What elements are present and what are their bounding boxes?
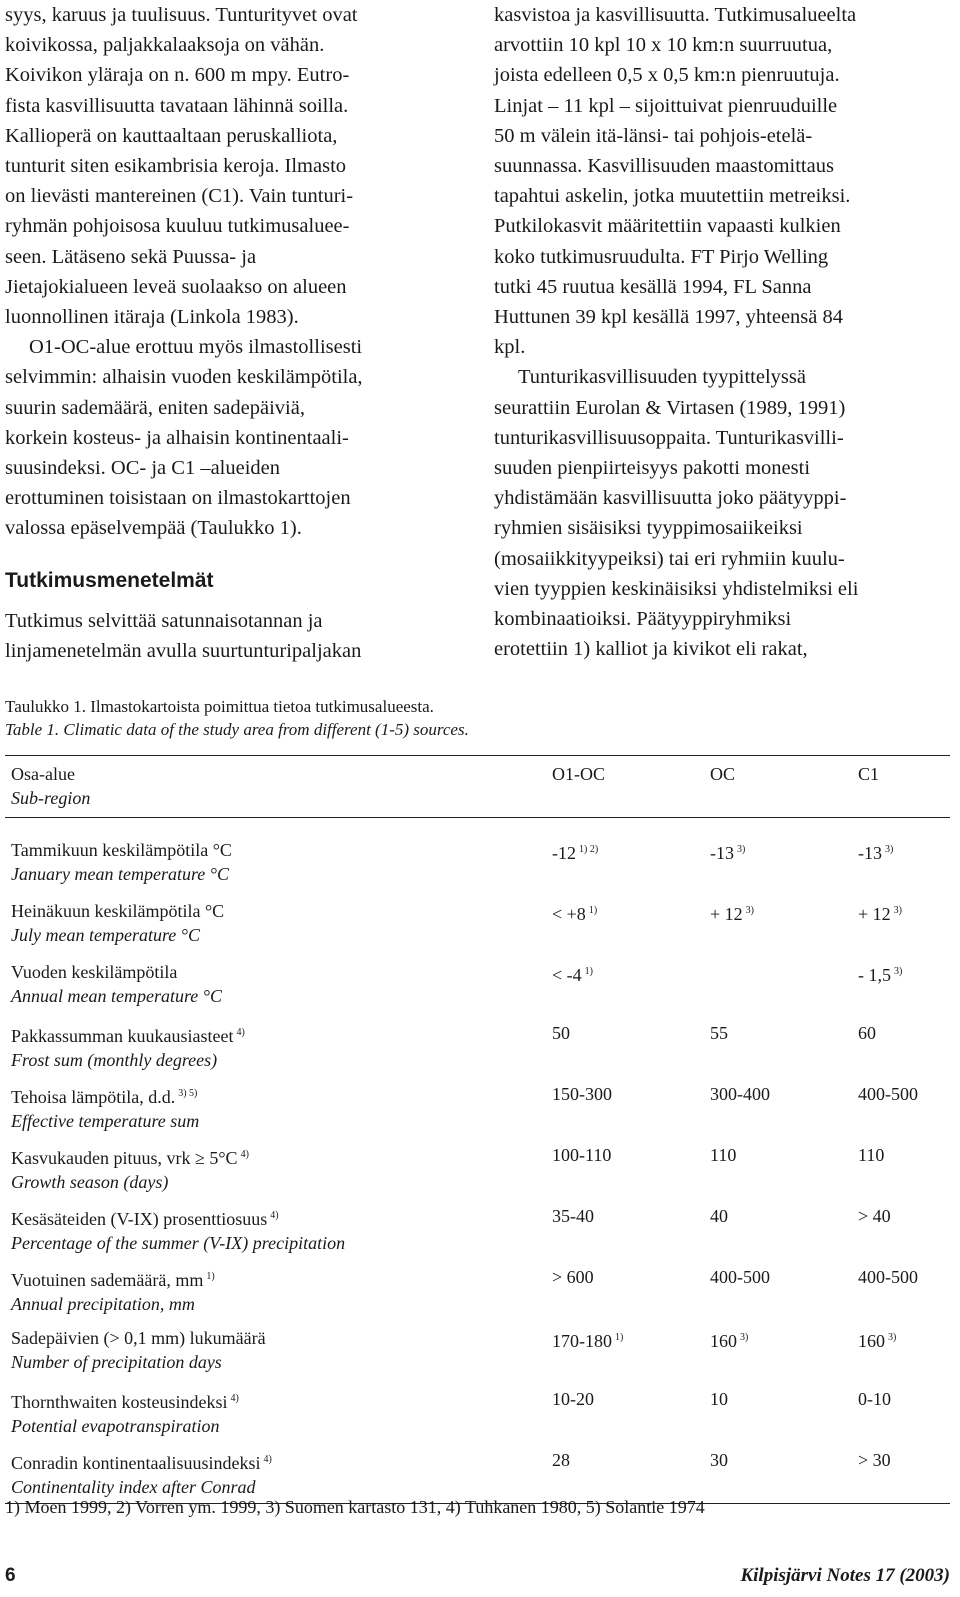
value-text: 10 — [710, 1389, 728, 1409]
text-line: on lievästi mantereinen (C1). Vain tunturi- — [5, 185, 354, 208]
text-line: Koivikon yläraja on n. 600 m mpy. Eutro- — [5, 64, 350, 87]
text-line: Jietajokialueen leveä suolaakso on alueen — [5, 275, 347, 298]
row-label — [11, 899, 224, 947]
row-label-fi-text: Vuotuinen sademäärä, mm — [11, 1270, 204, 1290]
row-value — [858, 1448, 891, 1472]
row-value — [710, 1021, 728, 1045]
text-line: syys, karuus ja tuulisuus. Tunturityvet ovat — [5, 4, 358, 26]
source-note: 4) — [240, 1149, 249, 1160]
text-line: seurattiin Eurolan & Virtasen (1989, 1991) — [494, 396, 846, 419]
row-label-fi — [11, 899, 224, 923]
table-row — [5, 954, 950, 1015]
row-label — [11, 838, 232, 886]
source-note: 1) 2) — [579, 844, 599, 855]
row-label-fi — [11, 1143, 249, 1170]
value-text: 10-20 — [552, 1389, 594, 1409]
row-value — [858, 899, 902, 926]
table-row — [5, 1076, 950, 1137]
text-line: Linjat – 11 kpl – sijoittuivat pienruuduille — [494, 94, 838, 117]
value-text: 300-400 — [710, 1084, 770, 1104]
row-value — [858, 1326, 896, 1353]
table-row — [5, 832, 950, 893]
row-label-en: Annual mean temperature °C — [11, 986, 222, 1006]
header-col-o1-oc: O1-OC — [552, 764, 605, 784]
row-value — [710, 899, 754, 926]
source-note: 3) — [888, 1332, 897, 1343]
row-value — [710, 1326, 748, 1353]
row-label — [11, 1204, 345, 1255]
header-label-fi: Osa-alue — [11, 764, 75, 784]
table-body — [5, 818, 950, 1503]
value-text: < +8 — [552, 904, 586, 924]
table-row — [5, 893, 950, 954]
row-label — [11, 1387, 239, 1438]
value-text: 55 — [710, 1023, 728, 1043]
row-value — [552, 1021, 570, 1045]
table-row — [5, 1015, 950, 1076]
row-label-fi-text: Thornthwaiten kosteusindeksi — [11, 1392, 228, 1412]
value-text: -13 — [858, 843, 882, 863]
text-line: ryhmän pohjoisosa kuuluu tutkimusaluee- — [5, 215, 350, 238]
text-line: suurin sademäärä, eniten sadepäiviä, — [5, 396, 305, 419]
right-paragraph-1 — [494, 0, 949, 362]
header-label — [11, 762, 90, 810]
text-line: Kallioperä on kauttaaltaan peruskalliota, — [5, 124, 338, 147]
row-label-fi-text: Kesäsäteiden (V-IX) prosenttiosuus — [11, 1209, 268, 1229]
text-line: Tutkimus selvittää satunnaisotannan ja — [5, 609, 323, 632]
table-row — [5, 1320, 950, 1381]
text-line: fista kasvillisuutta tavataan lähinnä soilla. — [5, 94, 349, 117]
row-value — [858, 1082, 918, 1106]
value-text: 100-110 — [552, 1145, 612, 1165]
source-note: 3) — [893, 905, 902, 916]
text-line: korkein kosteus- ja alhaisin kontinentaali- — [5, 426, 349, 449]
text-line: seen. Lätäseno sekä Puussa- ja — [5, 245, 257, 268]
row-value — [710, 1448, 728, 1472]
text-line: O1-OC-alue erottuu myös ilmastollisesti — [29, 336, 363, 359]
row-value — [710, 1082, 770, 1106]
table-row — [5, 1381, 950, 1442]
table-row — [5, 1137, 950, 1198]
row-value — [552, 1326, 623, 1353]
row-label-en: Growth season (days) — [11, 1172, 169, 1192]
page-number: 6 — [5, 1565, 16, 1586]
source-note: 1) — [206, 1271, 215, 1282]
value-text: 30 — [710, 1450, 728, 1470]
row-value — [858, 1265, 918, 1289]
text-line: kpl. — [494, 336, 526, 359]
table-row — [5, 1259, 950, 1320]
row-value — [858, 1021, 876, 1045]
value-text: > 600 — [552, 1267, 594, 1287]
source-note: 1) — [584, 966, 593, 977]
row-label-en: Percentage of the summer (V-IX) precipitation — [11, 1233, 346, 1253]
row-label-fi — [11, 1326, 266, 1350]
value-text: - 1,5 — [858, 965, 891, 985]
value-text: 110 — [710, 1145, 737, 1165]
row-label — [11, 1143, 249, 1194]
row-label-fi — [11, 1204, 345, 1231]
left-paragraph-3 — [5, 606, 460, 666]
left-paragraph-2 — [5, 332, 460, 543]
value-text: 40 — [710, 1206, 728, 1226]
row-label-fi-text: Tammikuun keskilämpötila °C — [11, 840, 232, 860]
text-line: linjamenetelmän avulla suurtunturipaljakan — [5, 640, 362, 663]
row-label-fi — [11, 838, 232, 862]
text-line: kasvistoa ja kasvillisuutta. Tutkimusalueelta — [494, 4, 857, 26]
source-note: 3) 5) — [178, 1088, 198, 1099]
header-col-c1: C1 — [858, 764, 880, 784]
row-label-fi-text: Conradin kontinentaalisuusindeksi — [11, 1453, 261, 1473]
row-label — [11, 1448, 272, 1499]
text-line: koivikossa, paljakkalaaksoja on vähän. — [5, 34, 325, 57]
source-note: 1) — [615, 1332, 624, 1343]
row-label — [11, 1082, 199, 1133]
left-text-column — [5, 0, 460, 666]
value-text: 0-10 — [858, 1389, 891, 1409]
text-line: Putkilokasvit määritettiin vapaasti kulkien — [494, 215, 841, 238]
row-value — [710, 838, 745, 865]
row-label — [11, 1265, 215, 1316]
text-line: yhdistämään kasvillisuutta joko päätyyppi- — [494, 487, 847, 510]
table-header-row — [5, 756, 950, 817]
row-value — [552, 838, 598, 865]
source-note: 4) — [236, 1027, 245, 1038]
header-col-oc: OC — [710, 764, 736, 784]
row-label-en: Effective temperature sum — [11, 1111, 200, 1131]
table-footnote: 1) Moen 1999, 2) Vorren ym. 1999, 3) Suomen kartasto 131, 4) Tuhkanen 1980, 5) Solantie 1974 — [5, 1497, 705, 1517]
row-label-fi-text: Kasvukauden pituus, vrk ≥ 5°C — [11, 1148, 238, 1168]
text-line: suusindeksi. OC- ja C1 –alueiden — [5, 457, 281, 480]
source-note: 3) — [745, 905, 754, 916]
table-caption — [5, 695, 469, 741]
row-label-fi — [11, 1387, 239, 1414]
row-label-fi — [11, 960, 222, 984]
row-value — [710, 1387, 728, 1411]
text-line: (mosaiikkityypeiksi) tai eri ryhmiin kuulu- — [494, 547, 845, 570]
value-text: > 40 — [858, 1206, 891, 1226]
value-text: -13 — [710, 843, 734, 863]
text-line: Tunturikasvillisuuden tyypittelyssä — [518, 366, 806, 389]
caption-finnish: Taulukko 1. Ilmastokartoista poimittua tietoa tutkimusalueesta. — [5, 697, 434, 716]
row-label-fi — [11, 1021, 245, 1048]
text-line: kombinaatioiksi. Päätyyppiryhmiksi — [494, 608, 792, 631]
value-text: 400-500 — [858, 1267, 918, 1287]
text-line: joista edelleen 0,5 x 0,5 km:n pienruutuja. — [494, 64, 840, 87]
value-text: 28 — [552, 1450, 570, 1470]
row-label-fi — [11, 1448, 272, 1475]
row-label-en: Annual precipitation, mm — [11, 1294, 195, 1314]
source-note: 3) — [740, 1332, 749, 1343]
value-text: 400-500 — [858, 1084, 918, 1104]
row-value — [710, 1265, 770, 1289]
header-label-en: Sub-region — [11, 788, 91, 808]
right-text-column — [494, 0, 949, 664]
text-line: erotettiin 1) kalliot ja kivikot eli rakat, — [494, 638, 808, 661]
row-label-en: July mean temperature °C — [11, 925, 200, 945]
row-label-en: Potential evapotranspiration — [11, 1416, 220, 1436]
row-label-fi-text: Vuoden keskilämpötila — [11, 962, 178, 982]
row-label — [11, 960, 222, 1008]
value-text: 170-180 — [552, 1331, 612, 1351]
row-label-fi — [11, 1265, 215, 1292]
row-value — [858, 960, 902, 987]
value-text: 60 — [858, 1023, 876, 1043]
row-value — [858, 1204, 891, 1228]
table-row — [5, 1442, 950, 1503]
row-value — [858, 838, 893, 865]
value-text: 50 — [552, 1023, 570, 1043]
value-text: > 30 — [858, 1450, 891, 1470]
right-paragraph-2 — [494, 362, 949, 664]
text-line: koko tutkimusruudulta. FT Pirjo Welling — [494, 245, 829, 268]
value-text: + 12 — [858, 904, 891, 924]
value-text: 150-300 — [552, 1084, 612, 1104]
row-value — [552, 1082, 612, 1106]
text-line: valossa epäselvempää (Taulukko 1). — [5, 517, 302, 540]
source-note: 1) — [588, 905, 598, 916]
caption-english: Table 1. Climatic data of the study area from different (1-5) sources. — [5, 720, 469, 739]
row-value — [552, 960, 593, 987]
row-value — [552, 1387, 594, 1411]
value-text: 400-500 — [710, 1267, 770, 1287]
text-line: tapahtui askelin, jotka muutettiin metreiksi. — [494, 185, 851, 208]
text-line: tunturit siten esikambrisia keroja. Ilmasto — [5, 155, 347, 178]
text-line: selvimmin: alhaisin vuoden keskilämpötila, — [5, 366, 363, 389]
row-label-fi-text: Sadepäivien (> 0,1 mm) lukumäärä — [11, 1328, 266, 1348]
text-line: vien tyyppien keskinäisiksi yhdistelmiksi eli — [494, 577, 859, 600]
source-note: 3) — [885, 844, 894, 855]
text-line: suuden pienpiirteisyys pakotti monesti — [494, 457, 811, 480]
value-text: 160 — [858, 1331, 885, 1351]
value-text: 160 — [710, 1331, 737, 1351]
row-value — [552, 1448, 570, 1472]
row-value — [710, 1143, 736, 1167]
source-note: 4) — [270, 1210, 279, 1221]
row-value — [858, 1387, 891, 1411]
text-line: 50 m välein itä-länsi- tai pohjois-etelä- — [494, 124, 813, 147]
source-note: 3) — [894, 966, 903, 977]
row-label-en: Number of precipitation days — [11, 1352, 222, 1372]
text-line: ryhmien sisäisiksi tyyppimosaiikeiksi — [494, 517, 803, 540]
value-text: < -4 — [552, 965, 582, 985]
value-text: 110 — [858, 1145, 885, 1165]
source-note: 4) — [263, 1454, 272, 1465]
climate-table — [5, 755, 950, 1504]
row-label — [11, 1021, 245, 1072]
text-line: luonnollinen itäraja (Linkola 1983). — [5, 306, 299, 329]
left-paragraph-1 — [5, 0, 460, 332]
row-label-en: January mean temperature °C — [11, 864, 229, 884]
row-label-en: Frost sum (monthly degrees) — [11, 1050, 218, 1070]
row-label-en: Continentality index after Conrad — [11, 1477, 256, 1497]
text-line: tutki 45 ruutua kesällä 1994, FL Sanna — [494, 275, 812, 298]
source-note: 3) — [737, 844, 746, 855]
row-value — [552, 1265, 594, 1289]
row-value — [552, 1204, 594, 1228]
row-label — [11, 1326, 266, 1374]
row-value — [710, 1204, 728, 1228]
text-line: tunturikasvillisuusoppaita. Tunturikasvilli- — [494, 426, 844, 449]
value-text: 35-40 — [552, 1206, 594, 1226]
row-label-fi-text: Tehoisa lämpötila, d.d. — [11, 1087, 176, 1107]
text-line: arvottiin 10 kpl 10 x 10 km:n suurruutua, — [494, 34, 833, 57]
row-value — [552, 1143, 611, 1167]
row-label-fi — [11, 1082, 199, 1109]
row-label-fi-text: Heinäkuun keskilämpötila °C — [11, 901, 225, 921]
row-value — [552, 899, 597, 926]
row-label-fi-text: Pakkassumman kuukausiasteet — [11, 1026, 234, 1046]
section-heading: Tutkimusmenetelmät — [5, 568, 214, 592]
text-line: suunnassa. Kasvillisuuden maastomittaus — [494, 155, 834, 178]
text-line: erottuminen toisistaan on ilmastokarttojen — [5, 487, 351, 510]
row-value — [858, 1143, 884, 1167]
value-text: -12 — [552, 843, 576, 863]
value-text: + 12 — [710, 904, 743, 924]
source-note: 4) — [230, 1393, 239, 1404]
table-row — [5, 1198, 950, 1259]
text-line: Huttunen 39 kpl kesällä 1997, yhteensä 84 — [494, 306, 844, 329]
journal-name: Kilpisjärvi Notes 17 (2003) — [740, 1565, 950, 1586]
